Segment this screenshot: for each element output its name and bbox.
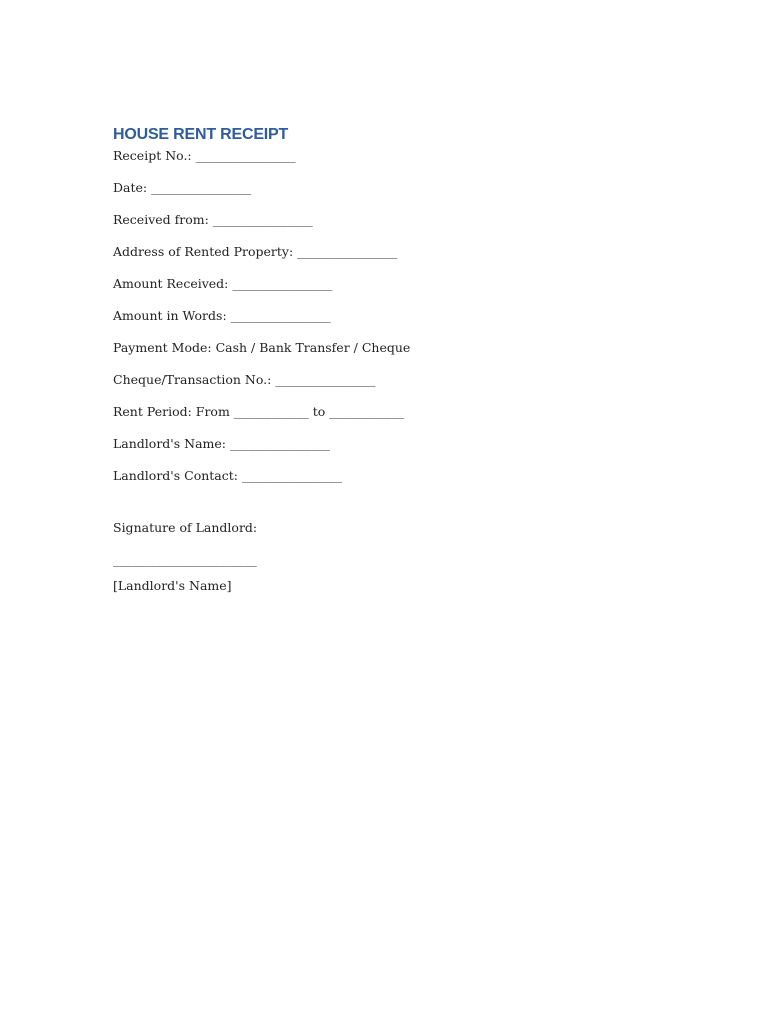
- landlord-name-placeholder: [Landlord's Name]: [113, 578, 232, 593]
- rent-period-field: Rent Period: From ____________ to ____________: [113, 404, 405, 419]
- receipt-number-field: Receipt No.: ________________: [113, 148, 296, 163]
- signature-line: _______________________: [113, 552, 257, 567]
- document-title: HOUSE RENT RECEIPT: [113, 126, 289, 143]
- address-field: Address of Rented Property: ________________: [113, 244, 398, 259]
- amount-in-words-field: Amount in Words: ________________: [113, 308, 331, 323]
- cheque-transaction-field: Cheque/Transaction No.: ________________: [113, 372, 376, 387]
- landlord-contact-field: Landlord's Contact: ________________: [113, 468, 342, 483]
- payment-mode-field: Payment Mode: Cash / Bank Transfer / Cheque: [113, 340, 411, 355]
- signature-label: Signature of Landlord:: [113, 520, 258, 535]
- amount-received-field: Amount Received: ________________: [113, 276, 333, 291]
- landlord-name-field: Landlord's Name: ________________: [113, 436, 330, 451]
- received-from-field: Received from: ________________: [113, 212, 313, 227]
- receipt-content: [113, 125, 673, 610]
- date-field: Date: ________________: [113, 180, 252, 195]
